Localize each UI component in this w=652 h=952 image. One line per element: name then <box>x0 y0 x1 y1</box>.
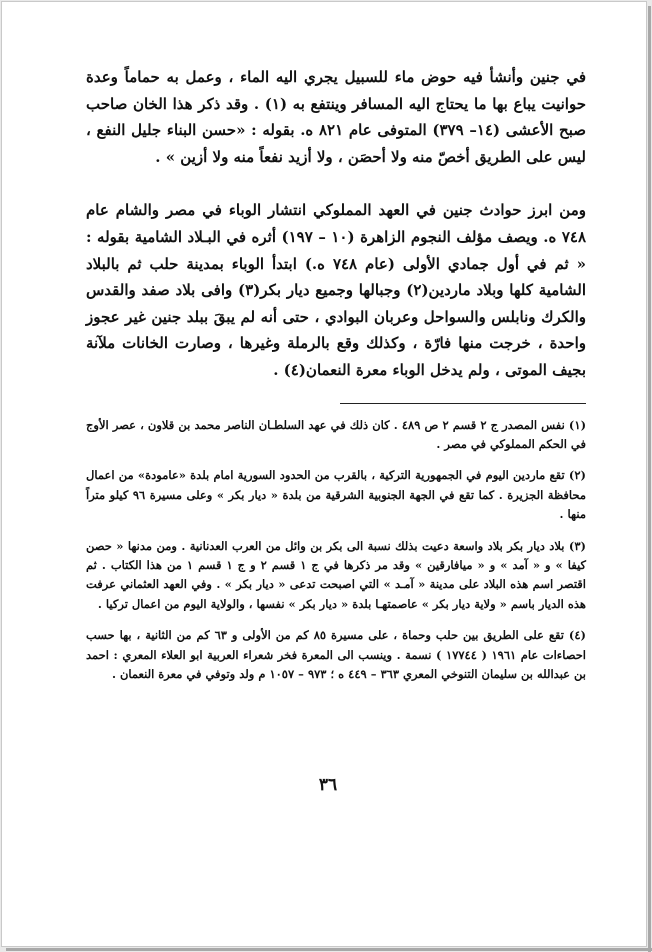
body-paragraph-1: في جنين وأنشأ فيه حوض ماء للسبيل يجري اليه الماء ، وعمل به حماماً وعدة حوانيت يباع بها ما يحتاج اليه المسافر وينتفع به (١) . وقد ذكر هذا الخان صاحب صبح الأعشى (١٤– ٣٧٩) المتوفى عام ٨٢١ ه. بقوله : «حسن البناء جليل النفع ، ليس على الطريق أخصّ منه ولا أحصَن ، ولا أزيد نفعاً منه ولا أزين » . <box>86 68 586 166</box>
footnote-4: (٤) تقع على الطريق بين حلب وحماة ، على مسيرة ٨٥ كم من الأولى و ٦٣ كم من الثانية ، بها حسب احصاءات عام ١٩٦١ ( ١٧٧٤٤ ) نسمة . وينسب الى المعرة فخر شعراء العربية ابو العلاء المعري : احمد بن عبدالله بن سليمان التنوخي المعري ٣٦٣ – ٤٤٩ ه ؛ ٩٧٣ – ١٠٥٧ م ولد وتوفي في معرة النعمان . <box>86 628 586 681</box>
body-paragraph-2: ومن ابرز حوادث جنين في العهد المملوكي انتشار الوباء في مصر والشام عام ٧٤٨ ه. ويصف مؤلف النجوم الزاهرة (١٠ – ١٩٧) أثره في البـلاد الشامية بقوله : « ثم في أول جمادي الأولى (عام ٧٤٨ ه.) ابتدأ الوباء بمدينة حلب ثم بالبلاد الشامية كلها وبلاد ماردين(٢) وجبالها وجميع ديار بكر(٣) وافى بلاد صفد والقدس والكرك ونابلس والسواحل وعربان البوادي ، حتى أنه لم يبقَ ببلد جنين غير عجوز واحدة ، خرجت منها فارّة ، وكذلك وقع بالرملة وغيرها ، وصارت الخانات ملآنة بجيف الموتى ، ولم يدخل الوباء معرة النعمان(٤) . <box>86 201 586 379</box>
footnote-2: (٢) تقع ماردين اليوم في الجمهورية التركية ، بالقرب من الحدود السورية امام بلدة «عامودة» من اعمال محافظة الجزيرة . كما تقع في الجهة الجنوبية الشرقية من بلدة « ديار بكر » وعلى مسيرة ٩٦ كيلو متراً منها . <box>86 468 586 522</box>
footnote-3: (٣) بلاد ديار بكر بلاد واسعة دعيت بذلك نسبة الى بكر بن وائل من العرب العدنانية . ومن مدنها « حصن كيفا » و « آمد » و « ميافارقين » وقد مر ذكرها في ج ١ قسم ٢ و ج ١ قسم ١ من هذا الكتاب . ثم اقتصر اسم هذه البلاد على مدينة « آمـد » التي اصبحت تدعى « ديار بكر » . وفي العهد العثماني عرفت هذه الديار باسم « ولاية ديار بكر » عاصمتهـا بلدة « ديار بكر » نفسها ، والولاية اليوم من اعمال تركيا . <box>86 538 587 611</box>
page-content <box>86 64 586 684</box>
page-shadow-right <box>648 6 651 952</box>
page-number: ٣٦ <box>318 775 338 795</box>
document-page <box>1 1 647 947</box>
page-shadow-bottom <box>6 948 652 951</box>
footnote-1: (١) نفس المصدر ج ٢ قسم ٢ ص ٤٨٩ . كان ذلك في عهد السلطـان الناصر محمد بن قلاون ، عصر الأوج في الحكم المملوكي في مصر . <box>86 417 587 451</box>
footnote-separator <box>340 403 586 404</box>
